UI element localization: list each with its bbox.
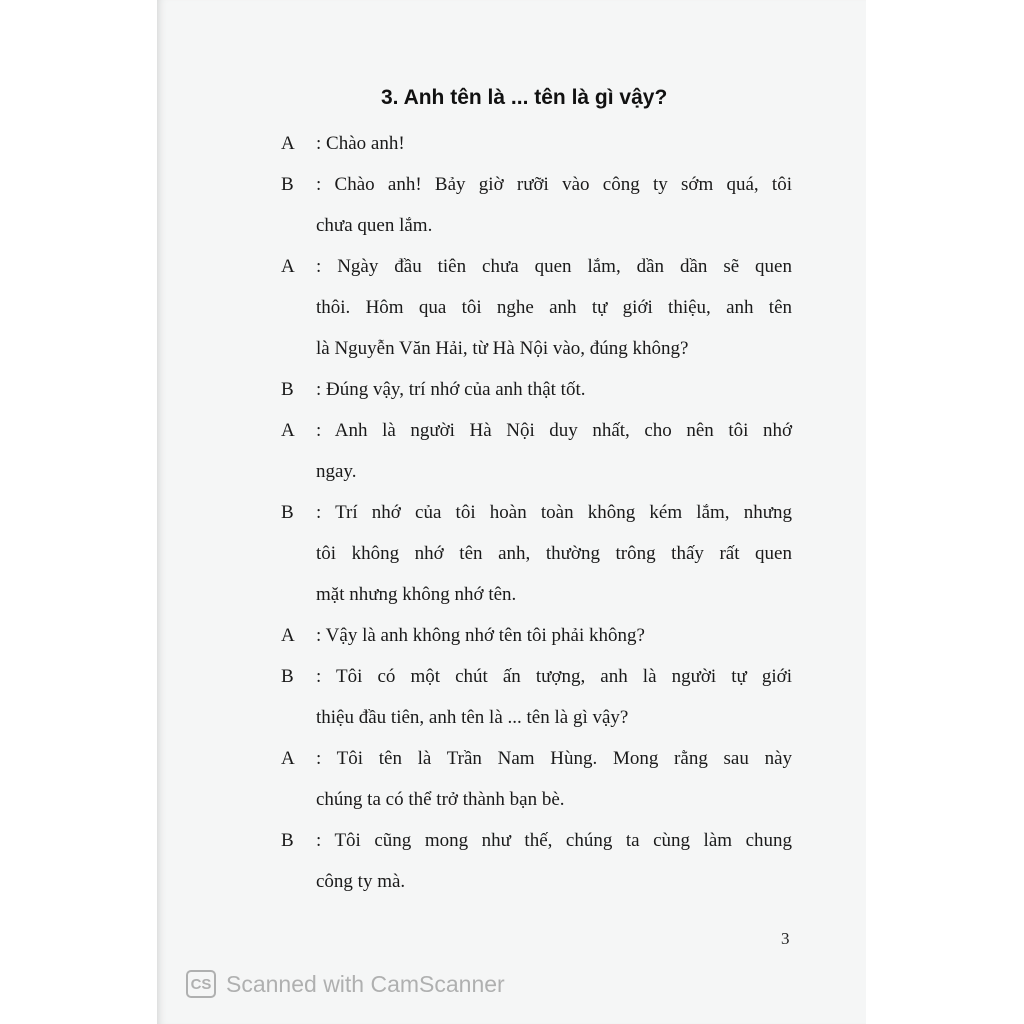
dialogue-line: : Đúng vậy, trí nhớ của anh thật tốt.	[316, 379, 586, 400]
dialogue-text	[316, 410, 792, 492]
dialogue-line: : Chào anh! Bảy giờ rưỡi vào công ty sớm quá, tôi	[316, 174, 792, 195]
dialogue-text	[316, 820, 792, 902]
speaker-label: B	[281, 174, 294, 195]
speaker-label: A	[281, 625, 295, 646]
section-title: 3. Anh tên là ... tên là gì vậy?	[381, 86, 668, 109]
speaker-label: B	[281, 666, 294, 687]
watermark-text: Scanned with CamScanner	[226, 970, 505, 997]
dialogue-line: thiệu đầu tiên, anh tên là ... tên là gì vậy?	[316, 707, 629, 728]
dialogue-line: ngay.	[316, 461, 357, 482]
page-number: 3	[781, 929, 790, 948]
dialogue-line: là Nguyễn Văn Hải, từ Hà Nội vào, đúng không?	[316, 338, 689, 359]
dialogue-line: chưa quen lắm.	[316, 215, 433, 236]
speaker-label: A	[281, 256, 295, 277]
speaker-label: B	[281, 502, 294, 523]
dialogue-line: : Chào anh!	[316, 133, 405, 154]
speaker-label: A	[281, 133, 295, 154]
dialogue-line: thôi. Hôm qua tôi nghe anh tự giới thiệu, anh tên	[316, 297, 792, 318]
dialogue-line: : Tôi tên là Trần Nam Hùng. Mong rằng sau này	[316, 748, 792, 769]
speaker-label: B	[281, 379, 294, 400]
dialogue-line: : Tôi cũng mong như thế, chúng ta cùng làm chung	[316, 830, 792, 851]
speaker-label: A	[281, 748, 295, 769]
dialogue-text	[316, 123, 792, 164]
dialogue-text	[316, 738, 792, 820]
dialogue-line: công ty mà.	[316, 871, 406, 892]
dialogue-text	[316, 164, 792, 246]
dialogue-line: : Tôi có một chút ấn tượng, anh là người tự giới	[316, 666, 792, 687]
speaker-label: B	[281, 830, 294, 851]
dialogue-line: : Vậy là anh không nhớ tên tôi phải không?	[316, 625, 645, 646]
dialogue-line: : Ngày đầu tiên chưa quen lắm, dần dần sẽ quen	[316, 256, 792, 277]
dialogue-text	[316, 492, 792, 615]
camscanner-logo-icon: CS	[186, 970, 216, 998]
dialogue-line: tôi không nhớ tên anh, thường trông thấy rất quen	[316, 543, 792, 564]
dialogue-text	[316, 615, 792, 656]
dialogue-line: : Trí nhớ của tôi hoàn toàn không kém lắm, nhưng	[316, 502, 792, 523]
camscanner-watermark	[186, 968, 505, 1000]
dialogue-line: : Anh là người Hà Nội duy nhất, cho nên tôi nhớ	[316, 420, 792, 441]
dialogue-line: mặt nhưng không nhớ tên.	[316, 584, 517, 605]
speaker-label: A	[281, 420, 295, 441]
dialogue-text	[316, 369, 792, 410]
dialogue-text	[316, 656, 792, 738]
dialogue-line: chúng ta có thể trở thành bạn bè.	[316, 789, 565, 810]
dialogue-text	[316, 246, 792, 369]
